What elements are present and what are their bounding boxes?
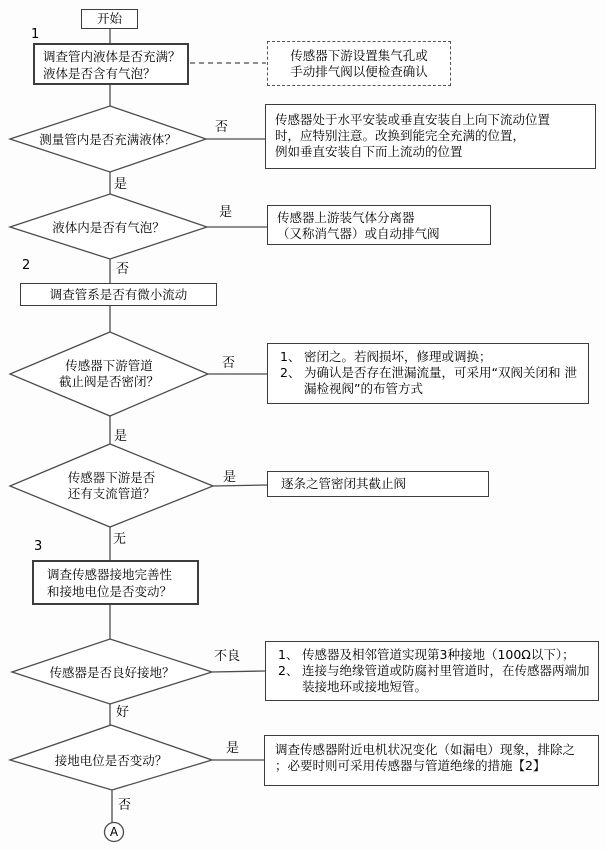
action-valve-item-1-num: 1、 (280, 349, 301, 364)
process-check-grounding (32, 560, 199, 605)
action-gas-separator (267, 205, 491, 245)
action-gas-separator-line1: 传感器上游装气体分离器 (277, 210, 415, 225)
action-ground-list (265, 641, 599, 701)
edge-label-yes-1: 是 (114, 177, 128, 192)
action-ground-item-1-text: 传感器及相邻管道实现第3种接地（100Ω以下）； (302, 647, 575, 662)
decision-branch-pipe-line1: 传感器下游是否 (67, 470, 156, 485)
action-ground-item-2-num: 2、 (278, 663, 299, 678)
note-vent-valve-line2: 手动排气阀以便检查确认 (290, 63, 428, 79)
edge-label-bad-5: 不良 (214, 649, 241, 664)
action-fill-position (265, 104, 596, 169)
action-valve-item-2 (280, 365, 580, 397)
process-check-microflow (20, 283, 217, 306)
action-valve-item-1-text: 密闭之。若阀损坏，修理或调换； (304, 349, 492, 364)
action-valve-item-2-text: 为确认是否存在泄漏流量，可采用“双阀关闭和 泄漏检视阀”的布管方式 (304, 365, 577, 396)
edge-label-no-6: 否 (118, 798, 132, 813)
decision-ground-potential-text: 接地电位是否变动？ (54, 753, 168, 768)
edge-label-yes-6: 是 (226, 741, 240, 756)
process-check-liquid-line1: 调查管内液体是否充满？ (43, 49, 181, 64)
flow-line-d4-yes (213, 485, 267, 486)
action-ground-item-2 (278, 663, 590, 695)
decision-good-ground-text: 传感器是否良好接地？ (49, 665, 175, 680)
edge-label-no-3: 否 (222, 356, 236, 371)
edge-label-yes-3: 是 (114, 429, 128, 444)
edge-label-yes-2: 是 (219, 205, 233, 220)
flow-line-d5-bad (212, 671, 265, 672)
edge-label-yes-4: 是 (223, 470, 237, 485)
decision-bubbles-text: 液体内是否有气泡？ (52, 220, 165, 235)
action-fill-position-line1: 传感器处于水平安装或垂直安装自上向下流动位置 (275, 112, 551, 127)
action-motor-leak (264, 735, 599, 786)
start-label: 开始 (96, 11, 122, 26)
action-ground-item-2-text: 连接与绝缘管道或防腐衬里管道时，在传感器两端加装接地环或接地短管。 (302, 663, 590, 694)
decision-branch-pipe-text (10, 470, 213, 502)
note-vent-valve (267, 41, 451, 86)
process-check-grounding-line2: 和接地电位是否变动？ (47, 584, 173, 599)
action-motor-leak-line2: ；必要时则可采用传感器与管道绝缘的措施【2】 (275, 758, 546, 773)
action-close-branch (267, 471, 489, 497)
edge-label-no-2: 否 (116, 262, 130, 277)
action-motor-leak-line1: 调查传感器附近电机状况变化（如漏电）现象，排除之 (275, 742, 576, 757)
action-valve-item-2-num: 2、 (280, 365, 301, 380)
action-fill-position-line2: 时，应特别注意。改换到能完全充满的位置， (275, 128, 526, 143)
decision-branch-pipe-line2: 还有支流管道？ (67, 486, 156, 501)
decision-shutoff-valve-text (10, 358, 208, 390)
start-node (81, 9, 138, 29)
process-check-grounding-line1: 调查传感器接地完善性 (47, 567, 173, 582)
edge-label-good-5: 好 (116, 705, 130, 720)
action-fill-position-line3: 例如垂直安装自下而上流动的位置 (275, 144, 463, 159)
process-check-liquid-line2: 液体是否含有气泡？ (43, 66, 156, 81)
section-label-3: 3 (34, 539, 43, 554)
action-ground-item-1-num: 1、 (278, 647, 299, 662)
process-check-microflow-label: 调查管系是否有微小流动 (49, 286, 188, 302)
process-check-liquid (33, 43, 189, 85)
edge-label-none-4: 无 (113, 532, 127, 547)
action-valve-item-1 (280, 349, 580, 365)
decision-shutoff-valve-line1: 传感器下游管道 (65, 358, 153, 373)
section-label-1: 1 (31, 27, 40, 42)
action-close-branch-label: 逐条之管密闭其截止阀 (281, 476, 407, 491)
edge-label-no-1: 否 (215, 120, 229, 135)
decision-tube-full-text: 测量管内是否充满液体？ (39, 132, 177, 147)
connector-a-label: A (109, 825, 119, 839)
section-label-2: 2 (22, 258, 31, 273)
action-ground-item-1 (278, 647, 590, 663)
note-vent-valve-line1: 传感器下游设置集气孔或 (290, 47, 428, 63)
decision-shutoff-valve-line2: 截止阀是否密闭？ (58, 374, 159, 389)
action-valve-list (267, 343, 589, 404)
action-gas-separator-line2: （又称消气器）或自动排气阀 (277, 226, 440, 241)
